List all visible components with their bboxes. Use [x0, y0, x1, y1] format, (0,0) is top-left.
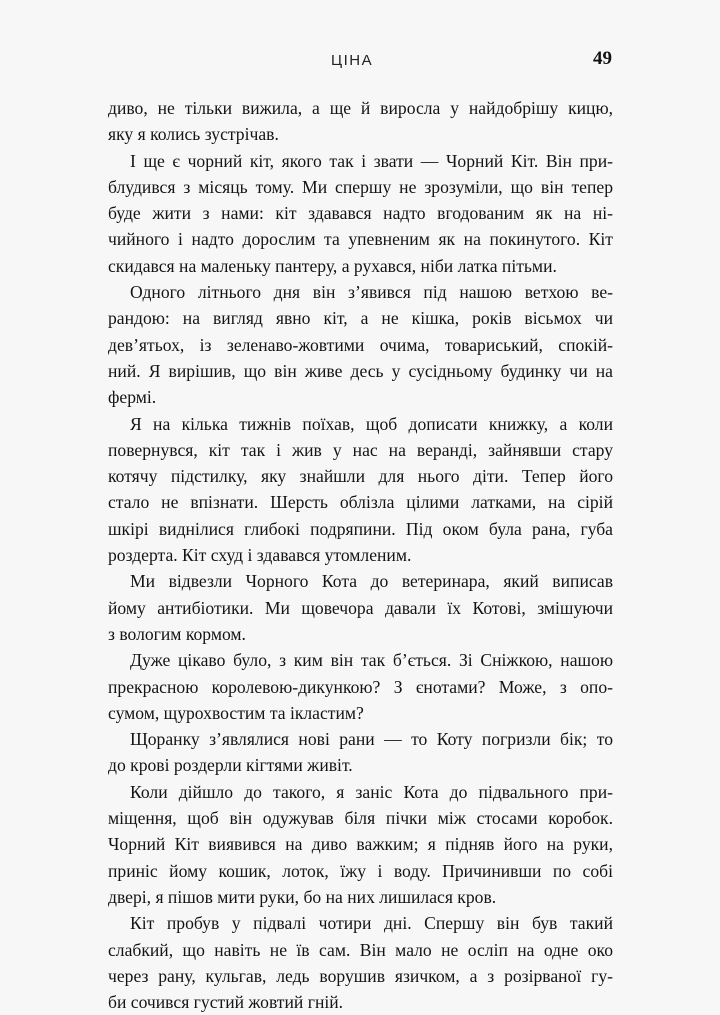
- text-line: з вологим кормом.: [108, 623, 246, 644]
- text-line: двері, я пішов мити руки, бо на них лишилася кров.: [108, 886, 497, 907]
- body-text: [108, 95, 613, 1015]
- text-line: ний. Я вирішив, що він живе десь у сусідньому будинку чи на: [108, 360, 613, 381]
- text-line: І ще є чорний кіт, якого так і звати — Чорний Кіт. Він при-: [130, 150, 613, 171]
- text-line: до крові роздерли кігтями живіт.: [108, 755, 353, 776]
- text-line: стало не впізнати. Шерсть облізла цілими латками, на сірій: [108, 492, 613, 513]
- text-line: сумом, щурохвостим та ікластим?: [108, 702, 364, 723]
- text-line: Чорний Кіт виявився на диво важким; я підняв його на руки,: [108, 834, 613, 855]
- paragraph: [108, 910, 613, 1015]
- text-line: Одного літнього дня він з’явився під нашою ветхою ве-: [130, 282, 613, 303]
- page-number: 49: [593, 48, 612, 69]
- text-line: Кіт пробув у підвалі чотири дні. Спершу він був такий: [130, 913, 613, 934]
- text-line: блудився з місяць тому. Ми спершу не зрозуміли, що він тепер: [108, 176, 613, 197]
- text-line: рандою: на вигляд явно кіт, а не кішка, років вісьмох чи: [108, 308, 613, 329]
- text-line: шкірі виднілися глибокі подряпини. Під оком була рана, губа: [108, 518, 613, 539]
- text-line: дев’ятьох, із зеленаво-жовтими очима, товариський, спокій-: [108, 334, 613, 355]
- paragraph: [108, 726, 613, 779]
- text-line: би сочився густий жовтий гній.: [108, 992, 344, 1013]
- running-header: ЦІНА: [331, 52, 374, 69]
- text-line: фермі.: [108, 387, 157, 408]
- text-line: диво, не тільки вижила, а ще й виросла у найдобрішу кицю,: [108, 98, 613, 118]
- text-line: Ми відвезли Чорного Кота до ветеринара, який виписав: [130, 571, 613, 592]
- text-line: буде жити з нами: кіт здавався надто вгодованим як на ні-: [108, 203, 613, 224]
- text-line: Дуже цікаво було, з ким він так б’ється. Зі Сніжкою, нашою: [130, 650, 613, 671]
- text-line: Коли дійшло до такого, я заніс Кота до підвального при-: [130, 781, 613, 802]
- text-line: скидався на маленьку пантеру, а рухався, ніби латка пітьми.: [108, 255, 557, 276]
- paragraph: [108, 279, 613, 410]
- paragraph: [108, 568, 613, 647]
- text-line: чийного і надто дорослим та упевненим як на покинутого. Кіт: [108, 229, 613, 250]
- paragraph: [108, 95, 613, 148]
- paragraph: [108, 411, 613, 569]
- text-line: приніс йому кошик, лоток, їжу і воду. Причинивши по собі: [108, 860, 613, 881]
- text-line: Щоранку з’являлися нові рани — то Коту погризли бік; то: [130, 729, 613, 750]
- text-line: міщення, щоб він одужував біля пічки між стосами коробок.: [108, 808, 613, 829]
- text-line: Я на кілька тижнів поїхав, щоб дописати книжку, а коли: [130, 413, 613, 434]
- text-line: прекрасною королевою-дикункою? З єнотами? Може, з опо-: [108, 676, 613, 697]
- paragraph: [108, 779, 613, 910]
- text-line: яку я колись зустрічав.: [108, 124, 279, 145]
- text-line: через рану, кульгав, ледь ворушив язичком, а з розірваної гу-: [108, 965, 613, 986]
- paragraph: [108, 647, 613, 726]
- text-line: котячу підстилку, яку знайшли для нього діти. Тепер його: [108, 466, 613, 487]
- text-line: роздерта. Кіт схуд і здавався утомленим.: [108, 545, 412, 566]
- paragraph: [108, 148, 613, 279]
- text-line: повернувся, кіт так і жив у нас на веранді, зайнявши стару: [108, 439, 613, 460]
- text-line: йому антибіотики. Ми щовечора давали їх Котові, змішуючи: [108, 597, 613, 618]
- text-line: слабкий, що навіть не їв сам. Він мало не осліп на одне око: [108, 939, 613, 960]
